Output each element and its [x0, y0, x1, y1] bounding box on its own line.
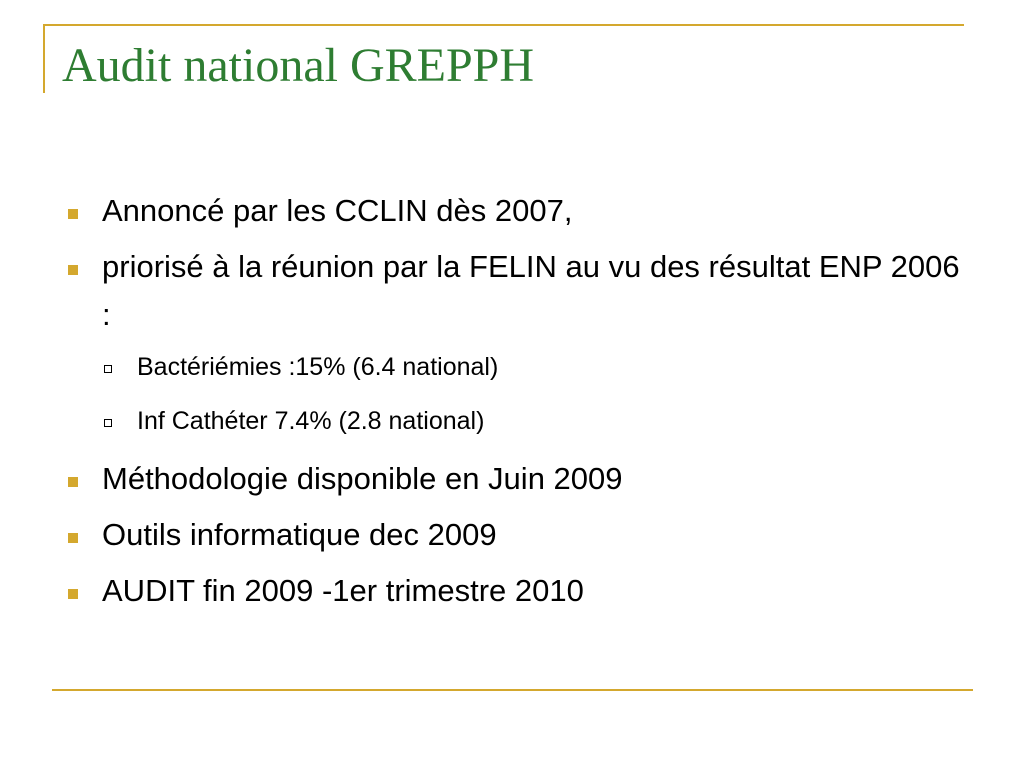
square-bullet-icon — [68, 477, 78, 487]
bullet-text: Outils informatique dec 2009 — [102, 517, 497, 552]
bullet-list — [62, 187, 962, 623]
square-bullet-icon — [68, 209, 78, 219]
bullet-text: priorisé à la réunion par la FELIN au vu des résultat ENP 2006 : — [102, 249, 960, 332]
sub-bullet-text: Inf Cathéter 7.4% (2.8 national) — [137, 407, 485, 435]
bullet-item — [62, 567, 962, 615]
hollow-square-bullet-icon — [104, 365, 112, 373]
left-rule — [43, 24, 45, 93]
sub-bullet-text: Bactériémies :15% (6.4 national) — [137, 353, 499, 381]
top-rule — [43, 24, 964, 26]
bullet-item — [62, 187, 962, 235]
bottom-rule — [52, 689, 973, 691]
square-bullet-icon — [68, 533, 78, 543]
bullet-item — [62, 243, 962, 339]
bullet-item — [62, 455, 962, 503]
square-bullet-icon — [68, 265, 78, 275]
slide-title: Audit national GREPPH — [62, 39, 535, 92]
sub-bullet-item — [62, 347, 962, 387]
hollow-square-bullet-icon — [104, 419, 112, 427]
bullet-text: Méthodologie disponible en Juin 2009 — [102, 461, 623, 496]
sub-bullet-item — [62, 401, 962, 441]
bullet-item — [62, 511, 962, 559]
bullet-text: Annoncé par les CCLIN dès 2007, — [102, 193, 573, 228]
square-bullet-icon — [68, 589, 78, 599]
bullet-text: AUDIT fin 2009 -1er trimestre 2010 — [102, 573, 584, 608]
